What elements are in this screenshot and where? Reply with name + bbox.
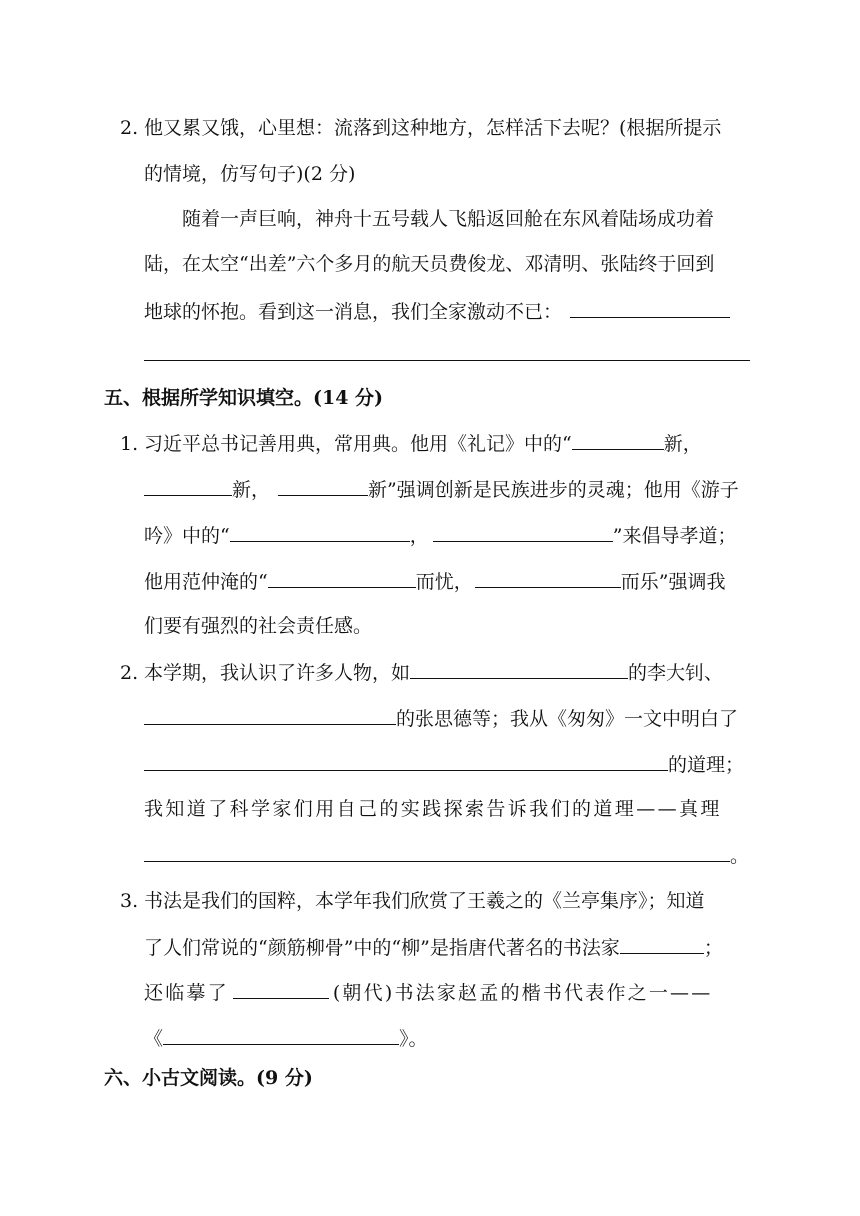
section6-heading: 六、小古文阅读。(9 分) <box>104 1067 313 1089</box>
section5-item3-line2: 了人们常说的“颜筋柳骨”中的“柳”是指唐代著名的书法家 ； <box>144 937 723 959</box>
answer-blank[interactable] <box>144 477 232 496</box>
section5-item2-line4: 我知道了科学家们用自己的实践探索告诉我们的道理——真理 <box>144 798 722 820</box>
answer-blank-full-line[interactable] <box>144 360 750 361</box>
section5-item2-line5: 。 <box>144 843 749 868</box>
section5-item1-line5: 们要有强烈的社会责任感。 <box>144 615 373 637</box>
section5-item1-number: 1. <box>120 433 139 455</box>
answer-blank[interactable] <box>144 843 730 862</box>
section5-item3-line3: 还临摹了 (朝代)书法家赵孟的楷书代表作之一—— <box>144 982 713 1004</box>
answer-blank[interactable] <box>570 299 730 318</box>
q4-item2-passage-line1: 随着一声巨响，神舟十五号载人飞船返回舱在东风着陆场成功着 <box>182 208 715 230</box>
q4-item2-passage-line3: 地球的怀抱。看到这一消息，我们全家激动不已： <box>144 299 730 324</box>
answer-blank[interactable] <box>278 477 368 496</box>
section5-item3-number: 3. <box>120 890 139 912</box>
answer-blank[interactable] <box>163 1026 399 1045</box>
answer-blank[interactable] <box>572 431 664 450</box>
section5-item2-number: 2. <box>120 662 139 684</box>
section5-item2-line3: 的道理； <box>144 752 744 777</box>
answer-blank[interactable] <box>268 569 416 588</box>
section5-item2-line1: 2. 本学期，我认识了许多人物，如 的李大钊、 <box>120 662 724 684</box>
q4-item2-line1: 2. 他又累又饿，心里想：流落到这种地方，怎样活下去呢？(根据所提示 <box>120 117 722 139</box>
answer-blank[interactable] <box>233 980 329 999</box>
answer-blank[interactable] <box>230 523 410 542</box>
section5-item1-line2: 新， 新”强调创新是民族进步的灵魂；他用《游子 <box>144 477 739 502</box>
q4-item2-line2: 的情境，仿写句子)(2 分) <box>144 163 356 185</box>
answer-blank[interactable] <box>620 935 704 954</box>
answer-blank[interactable] <box>410 660 628 679</box>
answer-blank[interactable] <box>144 752 668 771</box>
section5-item1-line3: 吟》中的“ ， ”来倡导孝道； <box>144 525 737 547</box>
section5-item3-line4: 《 》。 <box>144 1028 428 1050</box>
answer-blank[interactable] <box>144 706 396 725</box>
section5-heading: 五、根据所学知识填空。(14 分) <box>104 387 384 409</box>
q4-item2-passage-line2: 陆，在太空“出差”六个多月的航天员费俊龙、邓清明、张陆终于回到 <box>144 253 715 275</box>
answer-blank[interactable] <box>433 523 613 542</box>
section5-item3-line1: 3. 书法是我们的国粹，本学年我们欣赏了王羲之的《兰亭集序》；知道 <box>120 890 705 912</box>
answer-blank[interactable] <box>475 569 621 588</box>
section5-item2-line2: 的张思德等；我从《匆匆》一文中明白了 <box>144 706 738 731</box>
section5-item1-line4: 他用范仲淹的“ 而忧， 而乐”强调我 <box>144 571 726 593</box>
section5-item1-line1: 1. 习近平总书记善用典，常用典。他用《礼记》中的“ 新， <box>120 433 702 455</box>
q4-item2-number: 2. <box>120 117 139 139</box>
